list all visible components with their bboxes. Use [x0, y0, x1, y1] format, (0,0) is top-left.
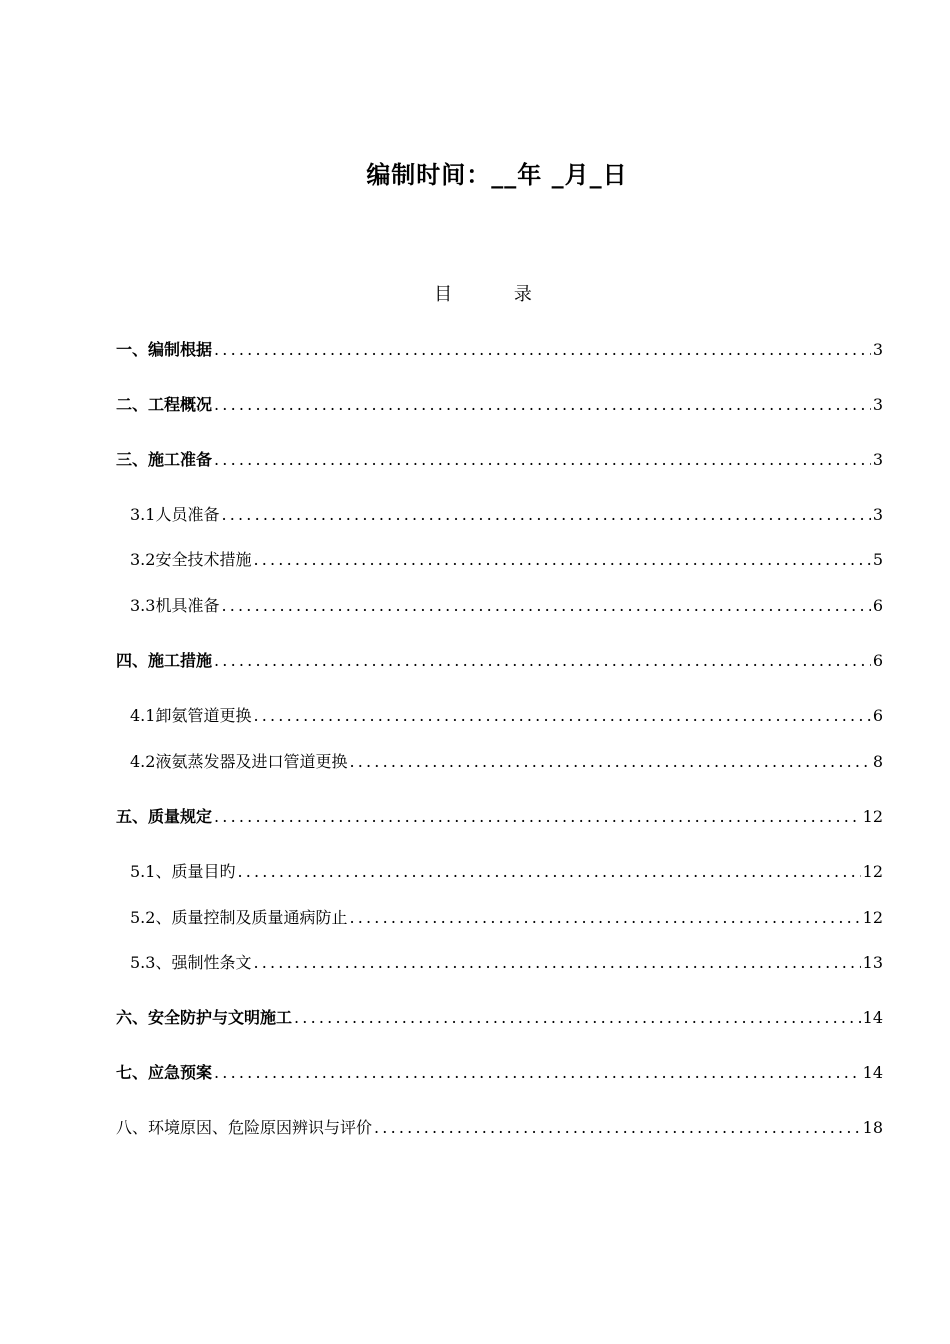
toc-page-number: 6: [872, 706, 883, 725]
toc-entry-label: 3.1人员准备: [130, 505, 220, 524]
toc-leader-dots: [253, 951, 860, 975]
toc-page-number: 3: [872, 450, 883, 469]
toc-entry-label: 二、工程概况: [116, 395, 213, 414]
toc-leader-dots: [374, 1116, 861, 1140]
toc-page-number: 8: [872, 752, 883, 771]
toc-leader-dots: [294, 1006, 861, 1030]
toc-page-number: 12: [862, 908, 883, 927]
toc-entry-8[interactable]: [116, 1116, 883, 1140]
toc-page-number: 3: [872, 340, 883, 359]
toc-leader-dots: [349, 750, 870, 774]
toc-leader-dots: [214, 649, 871, 673]
toc-leader-dots: [214, 338, 871, 362]
toc-page-number: 12: [862, 807, 883, 826]
toc-entry-label: 3.2安全技术措施: [130, 550, 252, 569]
toc-page-number: 5: [872, 550, 883, 569]
toc-entry-5-2[interactable]: [116, 906, 883, 930]
toc-page-number: 14: [862, 1008, 883, 1027]
toc-entry-3-2[interactable]: [116, 548, 883, 572]
toc-page-number: 18: [862, 1118, 883, 1137]
toc-leader-dots: [221, 503, 870, 527]
toc-entry-3-1[interactable]: [116, 503, 883, 527]
toc-page-number: 12: [862, 862, 883, 881]
toc-entry-6[interactable]: [116, 1006, 883, 1030]
toc-page-number: 13: [862, 953, 883, 972]
toc-entry-3[interactable]: [116, 448, 883, 472]
toc-leader-dots: [253, 704, 870, 728]
toc-entry-4-1[interactable]: [116, 704, 883, 728]
toc-entry-5-1[interactable]: [116, 860, 883, 884]
toc-entry-3-3[interactable]: [116, 594, 883, 618]
toc-page-number: 6: [872, 651, 883, 670]
toc-entry-label: 5.1、质量目旳: [130, 862, 236, 881]
toc-entry-5-3[interactable]: [116, 951, 883, 975]
toc-entry-label: 5.3、强制性条文: [130, 953, 252, 972]
toc-entry-1[interactable]: [116, 338, 883, 362]
toc-entry-label: 4.2液氨蒸发器及进口管道更换: [130, 752, 348, 771]
toc-entry-2[interactable]: [116, 393, 883, 417]
toc-entry-label: 3.3机具准备: [130, 596, 220, 615]
toc-page-number: 3: [872, 395, 883, 414]
toc-leader-dots: [214, 805, 861, 829]
toc-entry-7[interactable]: [116, 1061, 883, 1085]
toc-entry-label: 八、环境原因、危险原因辨识与评价: [116, 1118, 373, 1137]
toc-entry-5[interactable]: [116, 805, 883, 829]
toc-page-number: 6: [872, 596, 883, 615]
toc-entry-label: 5.2、质量控制及质量通病防止: [130, 908, 348, 927]
toc-heading: 目 录: [434, 284, 560, 305]
toc-entry-label: 七、应急预案: [116, 1063, 213, 1082]
toc-entry-label: 五、质量规定: [116, 807, 213, 826]
toc-entry-label: 4.1卸氨管道更换: [130, 706, 252, 725]
toc-entry-4-2[interactable]: [116, 750, 883, 774]
toc-page-number: 14: [862, 1063, 883, 1082]
toc-entry-label: 四、施工措施: [116, 651, 213, 670]
toc-leader-dots: [214, 448, 871, 472]
toc-entry-label: 一、编制根据: [116, 340, 213, 359]
toc-entry-label: 六、安全防护与文明施工: [116, 1008, 293, 1027]
toc-entry-4[interactable]: [116, 649, 883, 673]
toc-leader-dots: [237, 860, 860, 884]
toc-leader-dots: [214, 1061, 861, 1085]
toc-leader-dots: [253, 548, 870, 572]
compile-date-title: 编制时间：__年 _月_日: [366, 161, 628, 189]
toc-entry-label: 三、施工准备: [116, 450, 213, 469]
toc-leader-dots: [221, 594, 870, 618]
toc-leader-dots: [349, 906, 860, 930]
toc-page-number: 3: [872, 505, 883, 524]
toc-leader-dots: [214, 393, 871, 417]
